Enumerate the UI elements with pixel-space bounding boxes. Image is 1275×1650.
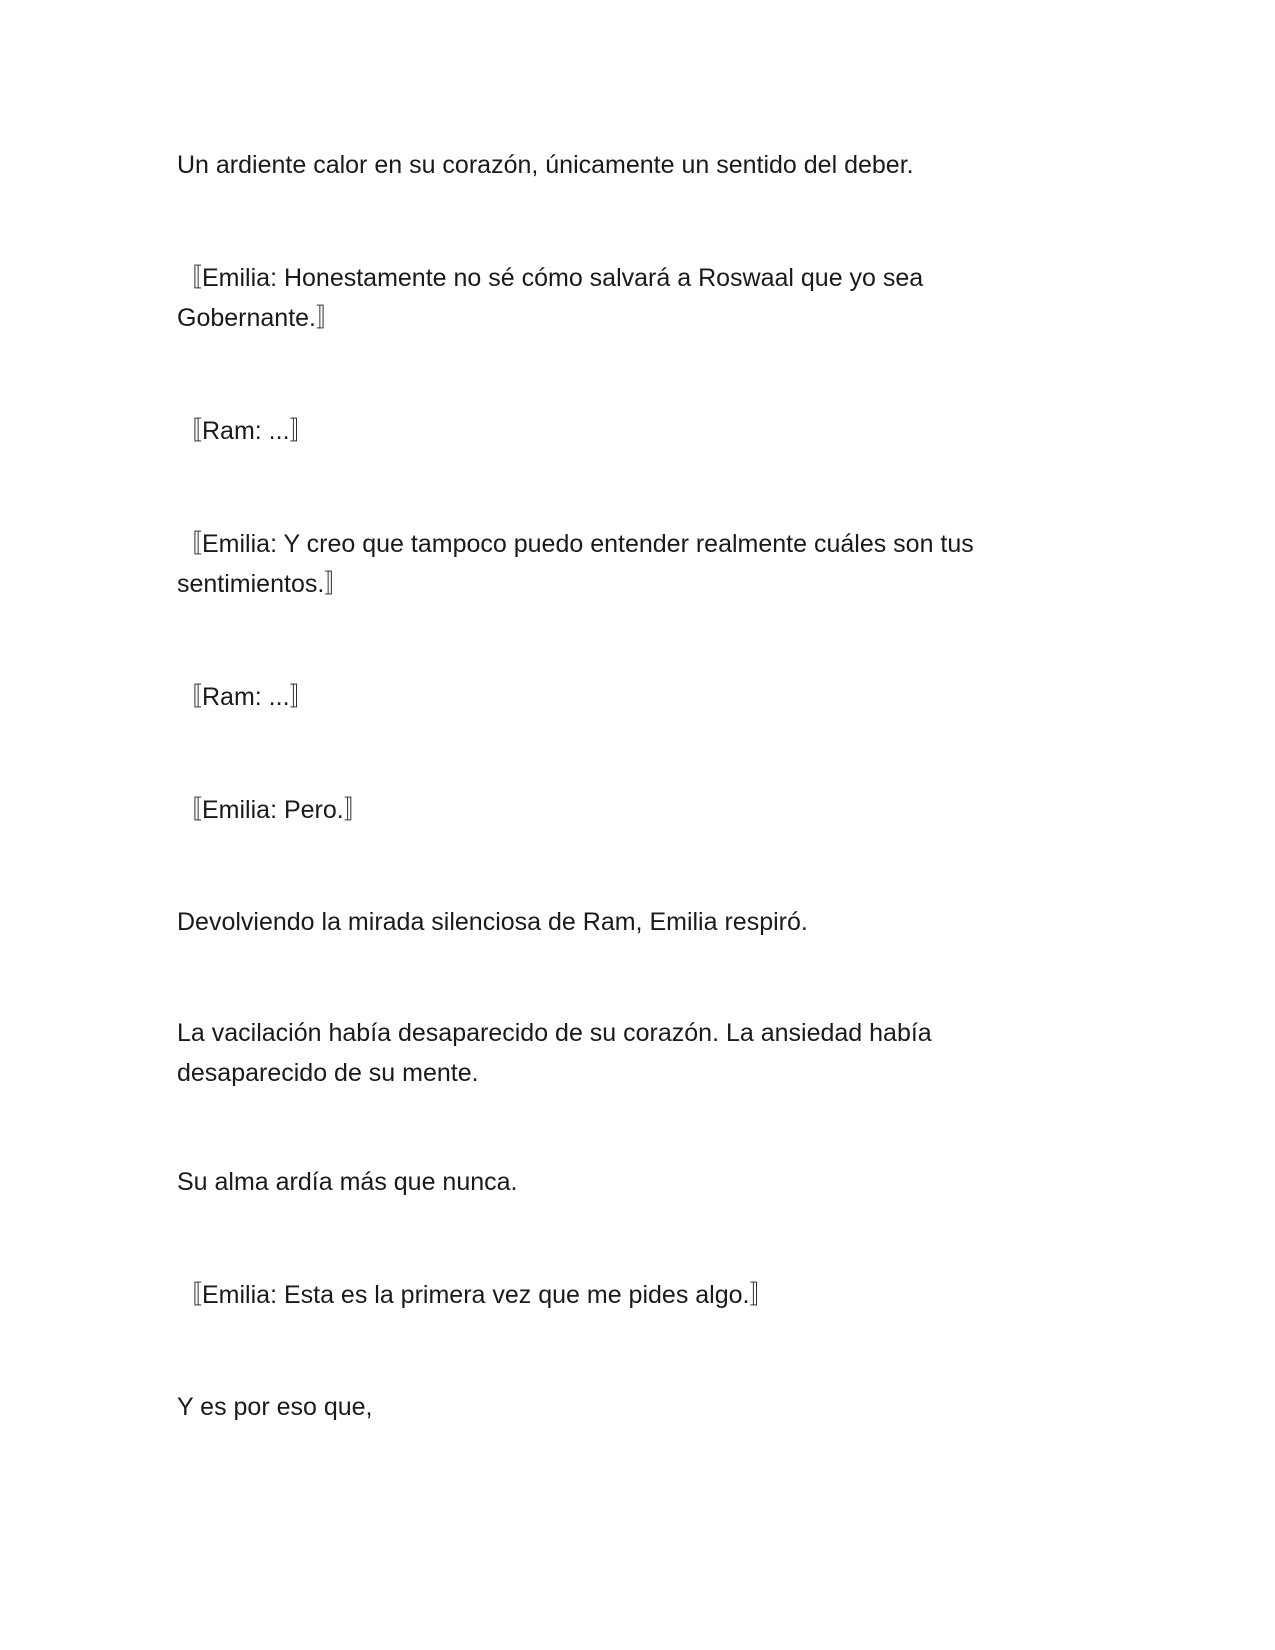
paragraph-1: Un ardiente calor en su corazón, únicamente un sentido del deber. [177,151,914,179]
paragraph-5: Y es por eso que, [177,1393,373,1421]
dialogue-ram-2: 〚Ram: ...〛 [177,683,315,711]
dialogue-emilia-2: 〚Emilia: Y creo que tampoco puedo entender realmente cuáles son tus sentimientos.〛 [177,530,981,598]
dialogue-emilia-3: 〚Emilia: Pero.〛 [177,796,369,824]
paragraph-2: Devolviendo la mirada silenciosa de Ram, Emilia respiró. [177,908,808,936]
paragraph-3: La vacilación había desaparecido de su corazón. La ansiedad había desaparecido de su mente. [177,1019,939,1087]
dialogue-emilia-4: 〚Emilia: Esta es la primera vez que me pides algo.〛 [177,1281,775,1309]
dialogue-emilia-1: 〚Emilia: Honestamente no sé cómo salvará a Roswaal que yo sea Gobernante.〛 [177,264,931,332]
dialogue-ram-1: 〚Ram: ...〛 [177,417,315,445]
paragraph-4: Su alma ardía más que nunca. [177,1168,518,1196]
